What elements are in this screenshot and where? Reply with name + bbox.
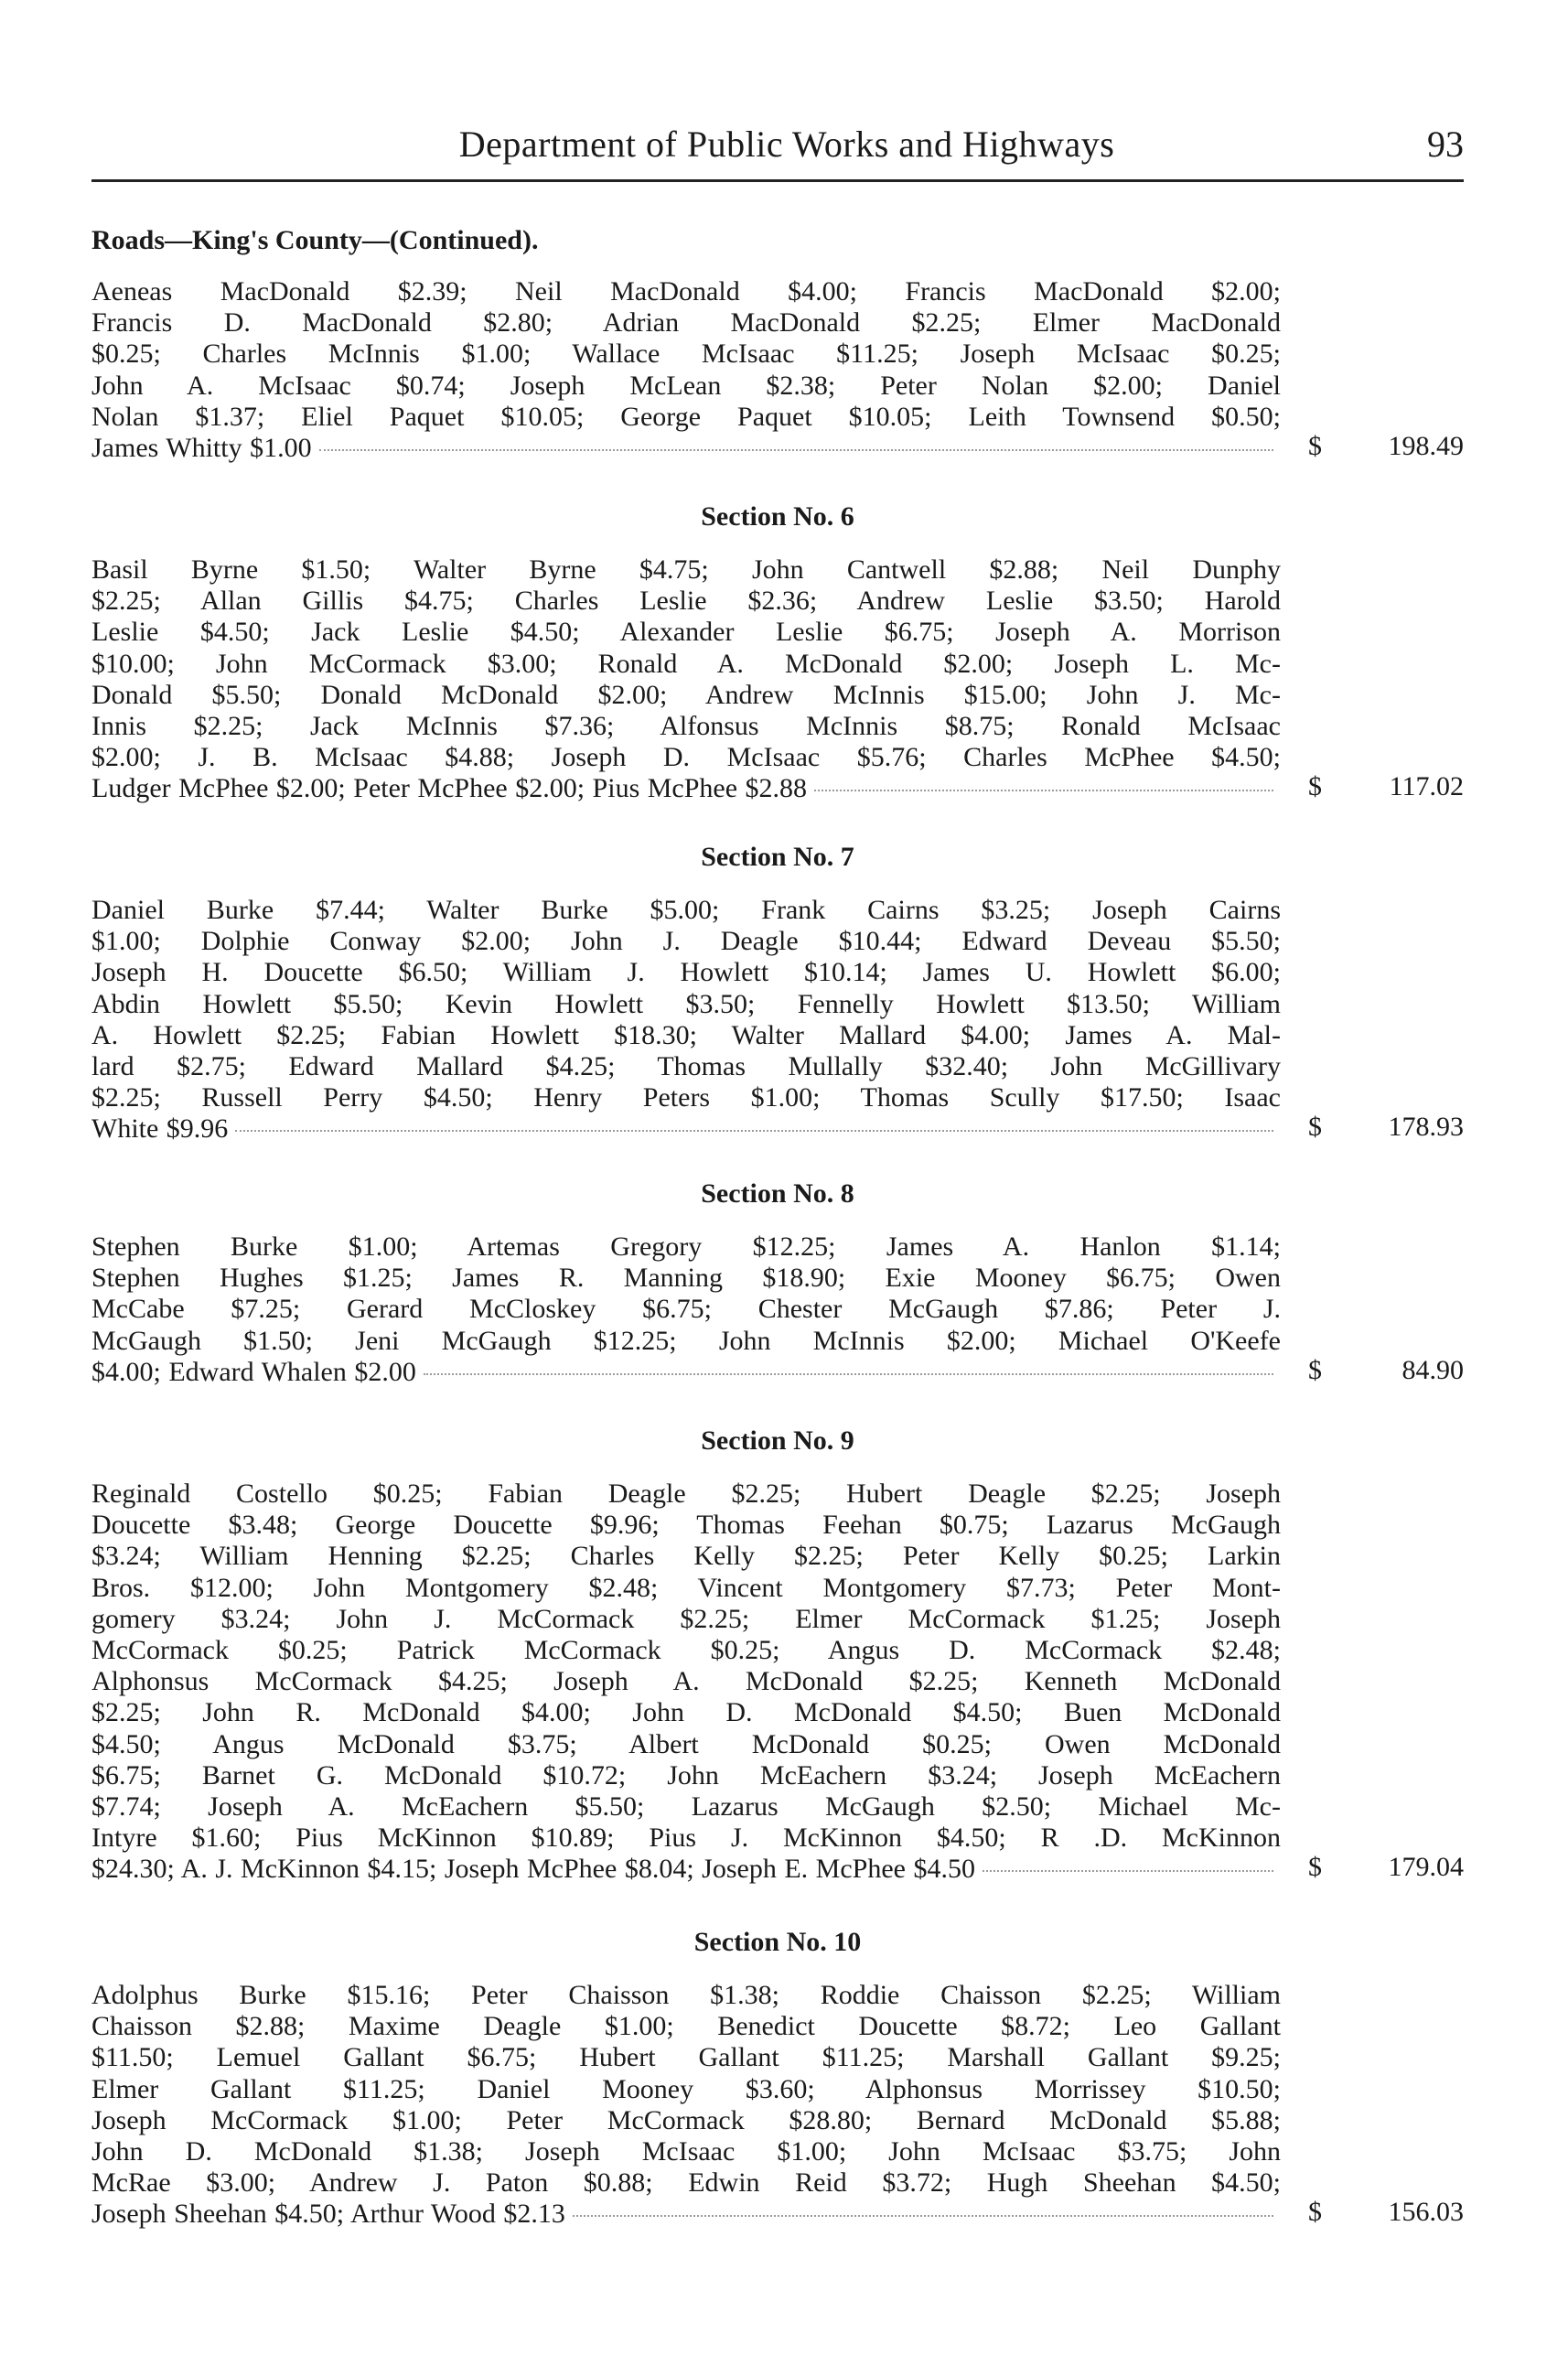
paragraph-line: Donald $5.50; Donald McDonald $2.00; Andrew McInnis $15.00; John J. Mc- — [91, 679, 1281, 710]
section-total-value: 117.02 — [1389, 771, 1464, 802]
paragraph-line: $4.50; Angus McDonald $3.75; Albert McDonald $0.25; Owen McDonald — [91, 1728, 1281, 1759]
paragraph-line: Elmer Gallant $11.25; Daniel Mooney $3.60; Alphonsus Morrissey $10.50; — [91, 2073, 1281, 2104]
section-paragraph-section-no-7 — [91, 895, 1281, 1145]
paragraph-line: $0.25; Charles McInnis $1.00; Wallace McIsaac $11.25; Joseph McIsaac $0.25; — [91, 339, 1281, 370]
paragraph-line: Bros. $12.00; John Montgomery $2.48; Vincent Montgomery $7.73; Peter Mont- — [91, 1572, 1281, 1603]
dot-leader — [814, 790, 1273, 791]
paragraph-line: $7.74; Joseph A. McEachern $5.50; Lazarus McGaugh $2.50; Michael Mc- — [91, 1790, 1281, 1822]
paragraph-line: Alphonsus McCormack $4.25; Joseph A. McDonald $2.25; Kenneth McDonald — [91, 1666, 1281, 1697]
paragraph-line: Aeneas MacDonald $2.39; Neil MacDonald $4.00; Francis MacDonald $2.00; — [91, 276, 1281, 306]
paragraph-line: $1.00; Dolphie Conway $2.00; John J. Deagle $10.44; Edward Deveau $5.50; — [91, 926, 1281, 957]
paragraph-line — [91, 773, 1281, 804]
currency-symbol: $ — [1308, 1852, 1322, 1883]
section-total-value: 156.03 — [1388, 2197, 1464, 2228]
dot-leader — [573, 2215, 1273, 2217]
section-total-value: 178.93 — [1388, 1112, 1464, 1143]
paragraph-line: Joseph H. Doucette $6.50; William J. Howlett $10.14; James U. Howlett $6.00; — [91, 957, 1281, 988]
paragraph-line: McCormack $0.25; Patrick McCormack $0.25; Angus D. McCormack $2.48; — [91, 1634, 1281, 1665]
section-paragraph-continued — [91, 276, 1281, 464]
currency-symbol: $ — [1308, 1112, 1322, 1143]
currency-symbol: $ — [1308, 1354, 1322, 1385]
page-title: Department of Public Works and Highways — [458, 124, 1115, 165]
paragraph-line-text: $4.00; Edward Whalen $2.00 — [91, 1356, 416, 1387]
paragraph-line: $11.50; Lemuel Gallant $6.75; Hubert Gallant $11.25; Marshall Gallant $9.25; — [91, 2042, 1281, 2073]
section-title-section-no-10: Section No. 10 — [693, 1927, 862, 1957]
paragraph-line-text: Joseph Sheehan $4.50; Arthur Wood $2.13 — [91, 2199, 565, 2230]
section-paragraph-section-no-8 — [91, 1231, 1281, 1388]
paragraph-line-text: Ludger McPhee $2.00; Peter McPhee $2.00; Pius McPhee $2.88 — [91, 773, 808, 804]
section-title-section-no-6: Section No. 6 — [701, 501, 854, 532]
continued-heading: Roads—King's County—(Continued). — [91, 225, 539, 255]
currency-symbol: $ — [1308, 2197, 1322, 2228]
section-total-value: 84.90 — [1402, 1354, 1464, 1385]
dot-leader — [235, 1130, 1273, 1132]
paragraph-line: Chaisson $2.88; Maxime Deagle $1.00; Benedict Doucette $8.72; Leo Gallant — [91, 2011, 1281, 2042]
section-paragraph-section-no-6 — [91, 554, 1281, 805]
paragraph-line: $6.75; Barnet G. McDonald $10.72; John McEachern $3.24; Joseph McEachern — [91, 1759, 1281, 1790]
paragraph-line: $10.00; John McCormack $3.00; Ronald A. McDonald $2.00; Joseph L. Mc- — [91, 648, 1281, 679]
paragraph-line: Doucette $3.48; George Doucette $9.96; Thomas Feehan $0.75; Lazarus McGaugh — [91, 1510, 1281, 1541]
section-total — [1308, 1112, 1464, 1143]
section-title-section-no-9: Section No. 9 — [701, 1425, 854, 1456]
paragraph-line: Innis $2.25; Jack McInnis $7.36; Alfonsus McInnis $8.75; Ronald McIsaac — [91, 710, 1281, 741]
section-title-section-no-7: Section No. 7 — [701, 842, 854, 872]
paragraph-line — [91, 1113, 1281, 1145]
paragraph-line: Intyre $1.60; Pius McKinnon $10.89; Pius J. McKinnon $4.50; R .D. McKinnon — [91, 1823, 1281, 1854]
dot-leader — [983, 1870, 1273, 1872]
paragraph-line — [91, 1854, 1281, 1885]
paragraph-line-text: $24.30; A. J. McKinnon $4.15; Joseph McPhee $8.04; Joseph E. McPhee $4.50 — [91, 1854, 975, 1885]
paragraph-line: $2.00; J. B. McIsaac $4.88; Joseph D. McIsaac $5.76; Charles McPhee $4.50; — [91, 742, 1281, 773]
paragraph-line: lard $2.75; Edward Mallard $4.25; Thomas Mullally $32.40; John McGillivary — [91, 1050, 1281, 1081]
paragraph-line: Francis D. MacDonald $2.80; Adrian MacDonald $2.25; Elmer MacDonald — [91, 307, 1281, 339]
paragraph-line: Stephen Burke $1.00; Artemas Gregory $12.25; James A. Hanlon $1.14; — [91, 1231, 1281, 1262]
paragraph-line: McGaugh $1.50; Jeni McGaugh $12.25; John McInnis $2.00; Michael O'Keefe — [91, 1325, 1281, 1356]
paragraph-line: $2.25; John R. McDonald $4.00; John D. McDonald $4.50; Buen McDonald — [91, 1697, 1281, 1728]
section-total — [1308, 771, 1464, 802]
paragraph-line: John D. McDonald $1.38; Joseph McIsaac $1.00; John McIsaac $3.75; John — [91, 2135, 1281, 2167]
currency-symbol: $ — [1308, 771, 1322, 802]
section-paragraph-section-no-10 — [91, 1980, 1281, 2231]
section-total — [1308, 431, 1464, 462]
paragraph-line: Daniel Burke $7.44; Walter Burke $5.00; Frank Cairns $3.25; Joseph Cairns — [91, 895, 1281, 925]
paragraph-line: gomery $3.24; John J. McCormack $2.25; Elmer McCormack $1.25; Joseph — [91, 1603, 1281, 1634]
paragraph-line — [91, 433, 1281, 464]
paragraph-line: McCabe $7.25; Gerard McCloskey $6.75; Chester McGaugh $7.86; Peter J. — [91, 1294, 1281, 1325]
paragraph-line: Joseph McCormack $1.00; Peter McCormack $28.80; Bernard McDonald $5.88; — [91, 2104, 1281, 2135]
paragraph-line: $2.25; Russell Perry $4.50; Henry Peters $1.00; Thomas Scully $17.50; Isaac — [91, 1082, 1281, 1113]
section-title-section-no-8: Section No. 8 — [701, 1178, 854, 1209]
section-total — [1308, 1355, 1464, 1386]
dot-leader — [424, 1373, 1273, 1375]
paragraph-line: Adolphus Burke $15.16; Peter Chaisson $1.38; Roddie Chaisson $2.25; William — [91, 1980, 1281, 2010]
paragraph-line: McRae $3.00; Andrew J. Paton $0.88; Edwin Reid $3.72; Hugh Sheehan $4.50; — [91, 2167, 1281, 2199]
section-paragraph-section-no-9 — [91, 1479, 1281, 1885]
paragraph-line-text: James Whitty $1.00 — [91, 432, 312, 463]
section-total-value: 198.49 — [1388, 431, 1464, 461]
paragraph-line — [91, 2199, 1281, 2230]
page-number: 93 — [1427, 124, 1464, 165]
section-total — [1308, 2197, 1464, 2228]
paragraph-line — [91, 1357, 1281, 1388]
header-rule — [91, 179, 1464, 182]
paragraph-line: $2.25; Allan Gillis $4.75; Charles Leslie $2.36; Andrew Leslie $3.50; Harold — [91, 586, 1281, 617]
paragraph-line: A. Howlett $2.25; Fabian Howlett $18.30; Walter Mallard $4.00; James A. Mal- — [91, 1019, 1281, 1050]
section-total — [1308, 1852, 1464, 1883]
paragraph-line: Leslie $4.50; Jack Leslie $4.50; Alexander Leslie $6.75; Joseph A. Morrison — [91, 617, 1281, 648]
paragraph-line: $3.24; William Henning $2.25; Charles Kelly $2.25; Peter Kelly $0.25; Larkin — [91, 1541, 1281, 1572]
section-total-value: 179.04 — [1388, 1852, 1464, 1883]
paragraph-line: Basil Byrne $1.50; Walter Byrne $4.75; John Cantwell $2.88; Neil Dunphy — [91, 554, 1281, 585]
paragraph-line: Stephen Hughes $1.25; James R. Manning $18.90; Exie Mooney $6.75; Owen — [91, 1263, 1281, 1294]
paragraph-line: Reginald Costello $0.25; Fabian Deagle $2.25; Hubert Deagle $2.25; Joseph — [91, 1479, 1281, 1509]
dot-leader — [319, 449, 1273, 451]
page — [91, 0, 1464, 2355]
page-header — [91, 117, 1464, 172]
paragraph-line: Abdin Howlett $5.50; Kevin Howlett $3.50; Fennelly Howlett $13.50; William — [91, 988, 1281, 1019]
currency-symbol: $ — [1308, 431, 1322, 461]
paragraph-line-text: White $9.96 — [91, 1113, 229, 1145]
paragraph-line: John A. McIsaac $0.74; Joseph McLean $2.38; Peter Nolan $2.00; Daniel — [91, 370, 1281, 401]
paragraph-line: Nolan $1.37; Eliel Paquet $10.05; George Paquet $10.05; Leith Townsend $0.50; — [91, 401, 1281, 432]
